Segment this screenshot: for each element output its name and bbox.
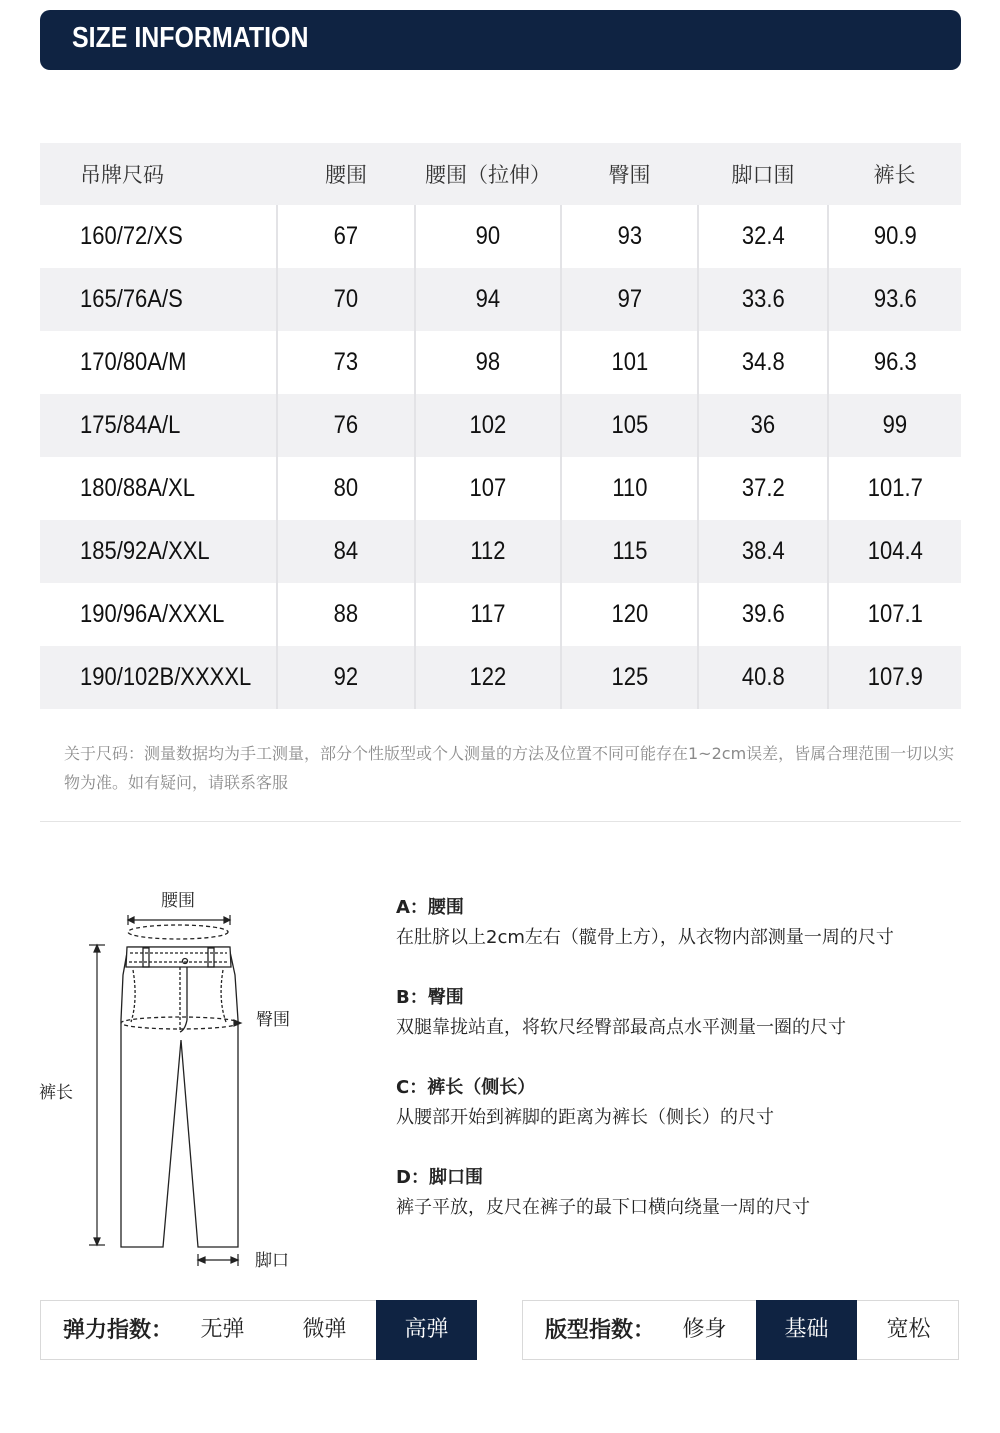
measure-cell [828, 205, 961, 268]
desc-body: 从腰部开始到裤脚的距离为裤长（侧长）的尺寸 [396, 1107, 774, 1128]
col-header-length: 裤长 [828, 143, 961, 205]
measure-cell [698, 583, 828, 646]
table-row [40, 646, 961, 709]
cell-value: 107.1 [867, 600, 923, 628]
measure-cell [415, 583, 561, 646]
cell-value: 40.8 [741, 663, 785, 691]
fit-option: 修身 [682, 1317, 727, 1342]
fit-option-selected: 基础 [756, 1300, 857, 1360]
cell-value: 33.6 [741, 285, 785, 313]
cell-value: 39.6 [741, 600, 785, 628]
measure-cell [698, 331, 828, 394]
cell-value: 107 [469, 474, 507, 502]
measure-cell [561, 583, 698, 646]
label-hem: 脚口 [255, 1251, 289, 1271]
cell-value: 94 [475, 285, 501, 313]
cell-value: 190/96A/XXXL [80, 600, 225, 628]
cell-value: 37.2 [741, 474, 785, 502]
measure-cell [561, 331, 698, 394]
size-table [40, 143, 961, 709]
cell-value: 120 [611, 600, 648, 628]
measure-cell [415, 268, 561, 331]
size-cell [40, 520, 277, 583]
cell-value: 73 [333, 348, 359, 376]
desc-length [396, 1073, 774, 1133]
measure-cell [561, 457, 698, 520]
elasticity-option: 微弹 [302, 1317, 347, 1342]
col-header-hem: 脚口围 [698, 143, 828, 205]
pants-diagram [30, 880, 330, 1300]
measure-cell [415, 520, 561, 583]
measure-cell [698, 457, 828, 520]
cell-value: 101 [611, 348, 648, 376]
cell-value: 102 [469, 411, 507, 439]
size-cell [40, 394, 277, 457]
size-cell [40, 583, 277, 646]
desc-body: 在肚脐以上2cm左右（髋骨上方），从衣物内部测量一周的尺寸 [396, 927, 894, 948]
measure-cell [698, 646, 828, 709]
cell-value: 98 [475, 348, 501, 376]
size-cell [40, 205, 277, 268]
cell-value: 92 [333, 663, 359, 691]
cell-value: 90.9 [873, 222, 917, 250]
desc-title: A：腰围 [396, 897, 464, 918]
measure-cell [277, 583, 415, 646]
cell-value: 104.4 [867, 537, 923, 565]
cell-value: 125 [611, 663, 648, 691]
cell-value: 70 [333, 285, 359, 313]
measure-cell [277, 646, 415, 709]
measure-cell [415, 646, 561, 709]
cell-value: 190/102B/XXXXL [80, 663, 252, 691]
desc-title: D：脚口围 [396, 1167, 483, 1188]
divider [40, 821, 961, 822]
cell-value: 93 [617, 222, 642, 250]
desc-waist [396, 893, 894, 953]
cell-value: 80 [333, 474, 359, 502]
cell-value: 180/88A/XL [80, 474, 195, 502]
cell-value: 165/76A/S [80, 285, 183, 313]
table-row [40, 268, 961, 331]
cell-value: 38.4 [741, 537, 785, 565]
cell-value: 175/84A/L [80, 411, 181, 439]
cell-value: 90 [475, 222, 501, 250]
measure-cell [415, 331, 561, 394]
measure-cell [277, 520, 415, 583]
col-header-hip: 臀围 [561, 143, 698, 205]
table-row [40, 583, 961, 646]
cell-value: 122 [469, 663, 507, 691]
cell-value: 160/72/XS [80, 222, 183, 250]
cell-value: 170/80A/M [80, 348, 187, 376]
cell-value: 34.8 [741, 348, 785, 376]
measure-cell [561, 646, 698, 709]
elasticity-label: 弹力指数： [63, 1318, 174, 1343]
col-header-size: 吊牌尺码 [40, 143, 277, 205]
measure-cell [698, 520, 828, 583]
cell-value: 99 [882, 411, 908, 439]
measure-cell [828, 457, 961, 520]
measure-cell [415, 205, 561, 268]
label-hip: 臀围 [256, 1010, 290, 1030]
measure-cell [698, 394, 828, 457]
cell-value: 76 [333, 411, 359, 439]
measure-cell [828, 268, 961, 331]
cell-value: 107.9 [867, 663, 923, 691]
desc-hem [396, 1163, 810, 1223]
table-row [40, 205, 961, 268]
size-cell [40, 331, 277, 394]
table-row [40, 457, 961, 520]
desc-title: C：裤长（侧长） [396, 1077, 536, 1098]
elasticity-index [40, 1300, 477, 1360]
measure-cell [277, 205, 415, 268]
measure-cell [561, 268, 698, 331]
measure-cell [828, 520, 961, 583]
size-note: 关于尺码：测量数据均为手工测量，部分个性版型或个人测量的方法及位置不同可能存在1~2cm误差，皆属合理范围一切以实物为准。如有疑问，请联系客服 [64, 744, 955, 792]
cell-value: 101.7 [867, 474, 923, 502]
elasticity-option-selected: 高弹 [376, 1300, 477, 1360]
col-header-waist: 腰围 [277, 143, 415, 205]
table-header-row [40, 143, 961, 205]
measure-cell [828, 331, 961, 394]
measure-cell [698, 205, 828, 268]
size-cell [40, 457, 277, 520]
cell-value: 84 [333, 537, 359, 565]
cell-value: 115 [611, 537, 648, 565]
fit-label: 版型指数： [545, 1318, 656, 1343]
measure-cell [698, 268, 828, 331]
measure-cell [277, 331, 415, 394]
waistband-icon [126, 947, 231, 967]
cell-value: 36 [750, 411, 776, 439]
cell-value: 32.4 [741, 222, 785, 250]
measure-cell [415, 394, 561, 457]
measure-cell [561, 205, 698, 268]
cell-value: 105 [611, 411, 648, 439]
measure-cell [277, 394, 415, 457]
fit-index [522, 1300, 959, 1360]
size-cell [40, 646, 277, 709]
fit-option: 宽松 [886, 1317, 931, 1342]
measure-cell [828, 646, 961, 709]
measure-cell [828, 583, 961, 646]
desc-title: B：臀围 [396, 987, 464, 1008]
cell-value: 110 [611, 474, 648, 502]
label-length: 裤长 [39, 1083, 73, 1103]
cell-value: 97 [617, 285, 642, 313]
cell-value: 67 [333, 222, 359, 250]
cell-value: 112 [470, 537, 506, 565]
cell-value: 185/92A/XXL [80, 537, 210, 565]
measure-cell [561, 394, 698, 457]
desc-hip [396, 983, 846, 1043]
desc-body: 双腿靠拢站直，将软尺经臀部最高点水平测量一圈的尺寸 [396, 1017, 846, 1038]
desc-body: 裤子平放，皮尺在裤子的最下口横向绕量一周的尺寸 [396, 1197, 810, 1218]
measure-cell [277, 268, 415, 331]
cell-value: 96.3 [873, 348, 917, 376]
measure-cell [828, 394, 961, 457]
elasticity-option: 无弹 [200, 1317, 245, 1342]
table-row [40, 520, 961, 583]
section-title: SIZE INFORMATION [72, 22, 309, 54]
measure-cell [277, 457, 415, 520]
size-cell [40, 268, 277, 331]
cell-value: 93.6 [873, 285, 917, 313]
label-waist: 腰围 [161, 891, 195, 911]
col-header-waist-stretch: 腰围（拉伸） [415, 143, 561, 205]
measure-cell [415, 457, 561, 520]
cell-value: 117 [470, 600, 506, 628]
table-row [40, 394, 961, 457]
measure-cell [561, 520, 698, 583]
section-header [40, 10, 961, 70]
cell-value: 88 [333, 600, 359, 628]
waist-guide-icon [128, 925, 228, 939]
table-row [40, 331, 961, 394]
